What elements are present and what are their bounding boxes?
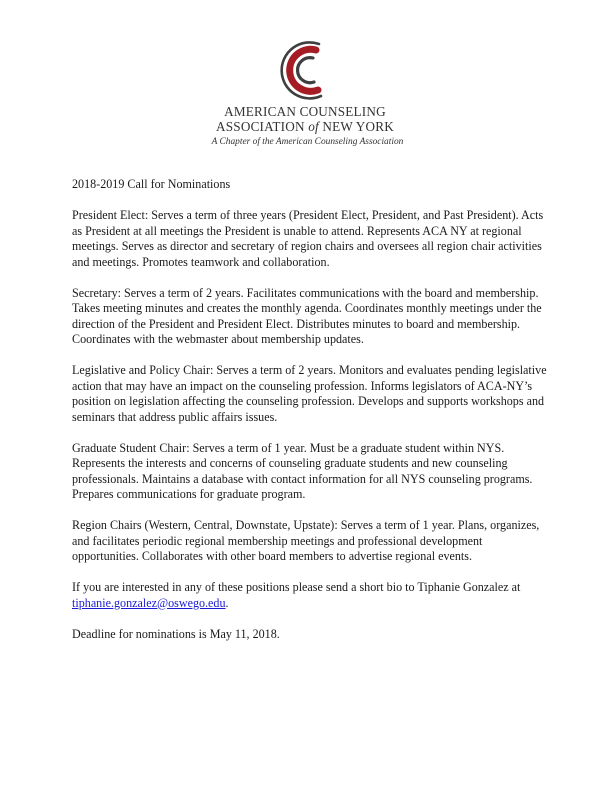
contact-trailing: . [225, 595, 229, 610]
org-name-line2-post: NEW YORK [318, 119, 394, 134]
position-legislative-policy-chair: Legislative and Policy Chair: Serves a term of 2 years. Monitors and evaluates pending legislative action that may have an impact on the counseling profession. Informs legislators of ACA-NY’s position on legislation affecting the counseling profession. Develops and supports workshops and seminars that address public affairs issues. [72, 363, 547, 424]
org-name-line2 [160, 119, 450, 135]
document-body [72, 177, 548, 658]
position-graduate-student-chair: Graduate Student Chair: Serves a term of 1 year. Must be a graduate student within NYS. Represents the interests and concerns of counseling graduate students and new counseling professionals. Maintains a database with contact information for all NYS counseling programs. Prepares communications for graduate program. [72, 440, 533, 501]
org-name-line2-pre: ASSOCIATION [216, 119, 309, 134]
position-president-elect: President Elect: Serves a term of three years (President Elect, President, and Past President). Acts as President at all meetings the President is unable to attend. Represents ACA NY at regional meetings. Serves as director and secretary of region chairs and oversees all region chair activities and meetings. Promotes teamwork and collaboration. [72, 208, 544, 269]
contact-text: If you are interested in any of these positions please send a short bio to Tiphanie Gonzalez at [72, 580, 521, 594]
aca-ny-logo-icon [277, 38, 337, 102]
position-secretary: Secretary: Serves a term of 2 years. Facilitates communications with the board and membership. Takes meeting minutes and creates the monthly agenda. Coordinates monthly meetings under the direction of the President and President Elect. Distributes minutes to board and membership. Coordinates with the webmaster about membership updates. [72, 285, 542, 346]
position-region-chairs: Region Chairs (Western, Central, Downstate, Upstate): Serves a term of 1 year. Plans, organizes, and facilitates periodic regional membership meetings and professional development opportunities. Collaborates with other board members to advertise regional events. [72, 518, 540, 563]
org-name-line2-of: of [308, 119, 319, 134]
org-tagline: A Chapter of the American Counseling Association [211, 137, 404, 147]
deadline-text: Deadline for nominations is May 11, 2018. [72, 626, 280, 641]
contact-paragraph [72, 580, 548, 611]
contact-email-link[interactable]: tiphanie.gonzalez@oswego.edu [72, 595, 226, 610]
org-name-line1: AMERICAN COUNSELING [224, 104, 386, 119]
page-title: 2018-2019 Call for Nominations [72, 177, 231, 191]
